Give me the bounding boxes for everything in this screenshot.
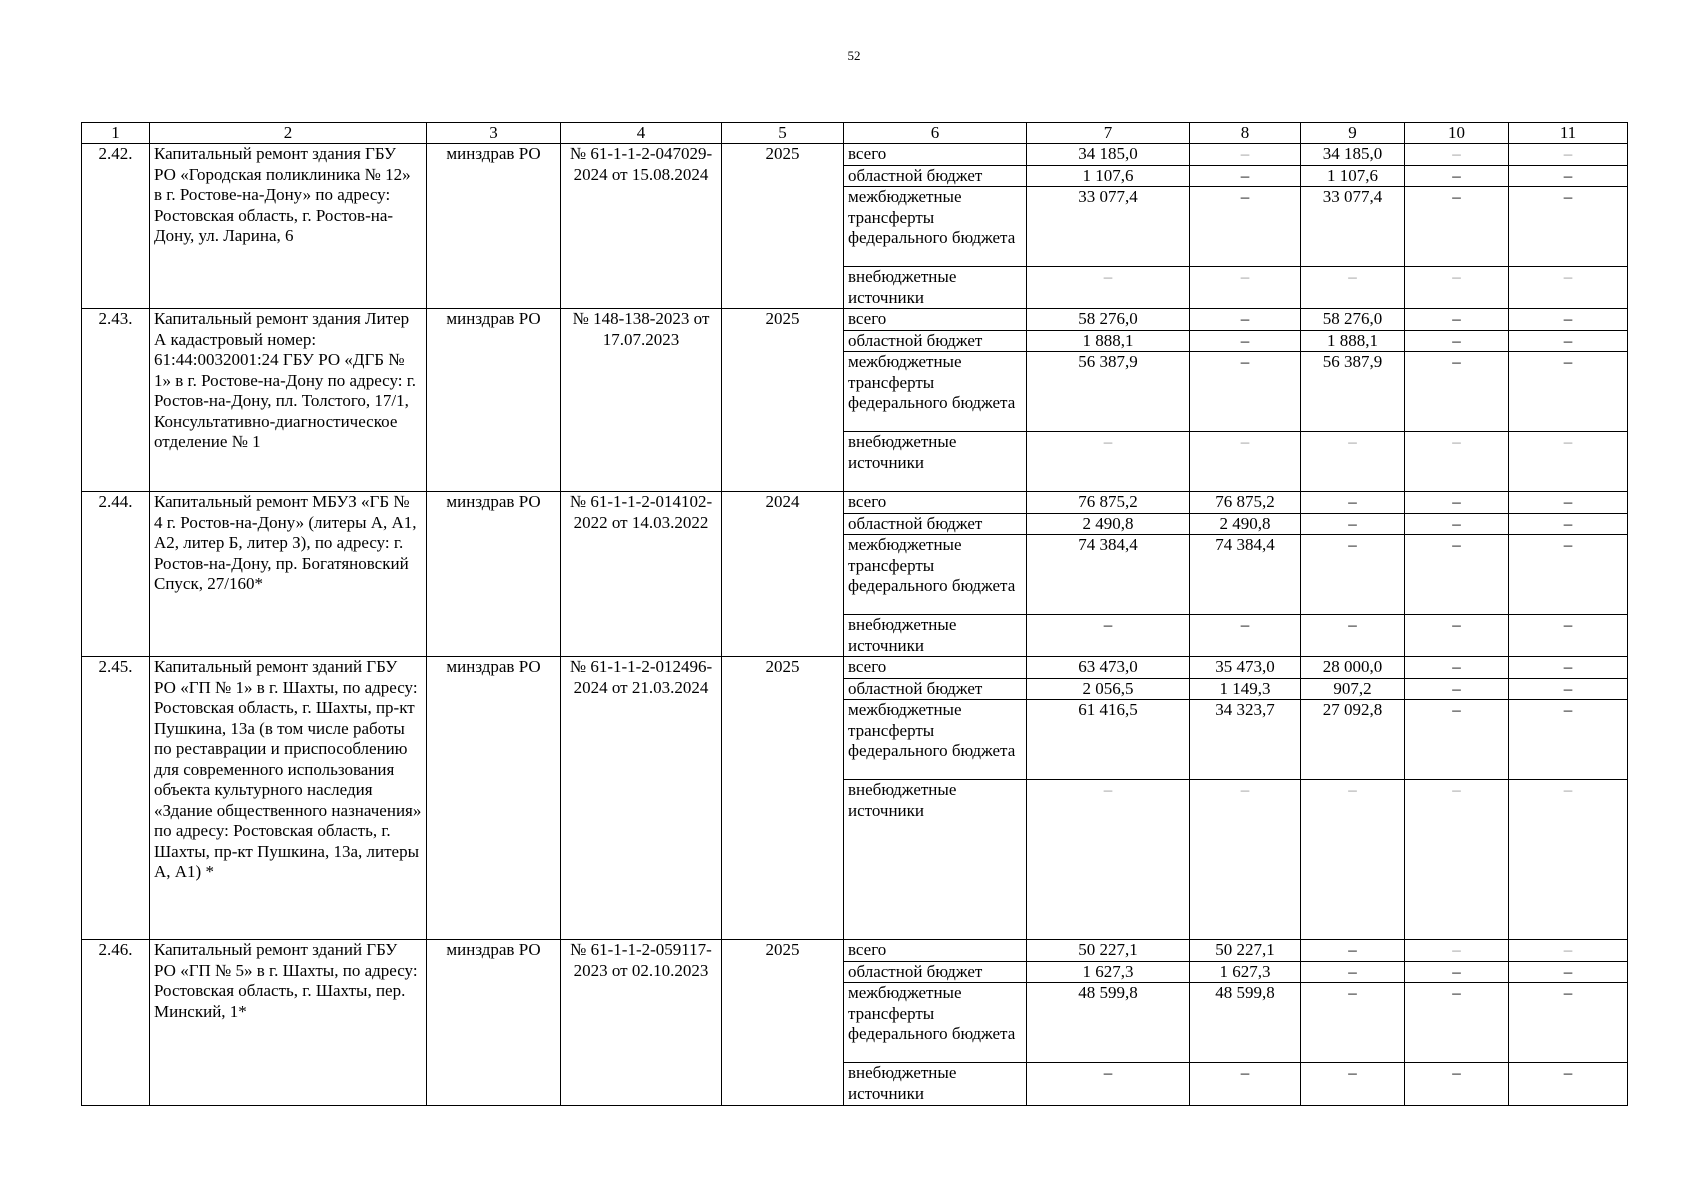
- amount-cell: –: [1509, 513, 1628, 535]
- funding-source: межбюджетные трансферты федерального бюджета: [844, 352, 1027, 432]
- row-number: 2.44.: [82, 492, 150, 657]
- amount-cell: –: [1301, 780, 1405, 940]
- header-cell: 7: [1027, 123, 1190, 144]
- amount-cell: –: [1190, 165, 1301, 187]
- funding-source: областной бюджет: [844, 165, 1027, 187]
- year: 2025: [722, 144, 844, 309]
- amount-cell: 63 473,0: [1027, 657, 1190, 679]
- amount-cell: –: [1405, 961, 1509, 983]
- document-number: № 61-1-1-2-059117-2023 от 02.10.2023: [561, 940, 722, 1106]
- table-row: [82, 940, 1628, 962]
- document-number: № 61-1-1-2-047029-2024 от 15.08.2024: [561, 144, 722, 309]
- organization: минздрав РО: [427, 144, 561, 309]
- header-row: [82, 123, 1628, 144]
- amount-cell: –: [1405, 352, 1509, 432]
- amount-cell: –: [1027, 615, 1190, 657]
- amount-cell: –: [1027, 432, 1190, 492]
- funding-source: внебюджетные источники: [844, 615, 1027, 657]
- object-description: Капитальный ремонт МБУЗ «ГБ № 4 г. Ростов-на-Дону» (литеры А, А1, А2, литер Б, литер З), по адресу: г. Ростов-на-Дону, пр. Богатяновский Спуск, 27/160*: [150, 492, 427, 657]
- amount-cell: –: [1027, 267, 1190, 309]
- funding-source: областной бюджет: [844, 330, 1027, 352]
- amount-cell: –: [1509, 961, 1628, 983]
- funding-source: всего: [844, 309, 1027, 331]
- funding-source: межбюджетные трансферты федерального бюджета: [844, 187, 1027, 267]
- funding-source: внебюджетные источники: [844, 267, 1027, 309]
- amount-cell: –: [1190, 187, 1301, 267]
- document-number: № 61-1-1-2-012496-2024 от 21.03.2024: [561, 657, 722, 940]
- funding-source: всего: [844, 492, 1027, 514]
- amount-cell: –: [1405, 309, 1509, 331]
- amount-cell: 1 107,6: [1301, 165, 1405, 187]
- amount-cell: –: [1301, 983, 1405, 1063]
- object-description: Капитальный ремонт здания Литер А кадастровый номер: 61:44:0032001:24 ГБУ РО «ДГБ № 1» в г. Ростове-на-Дону по адресу: г. Ростов-на-Дону, пл. Толстого, 17/1, Консультативно-диагностическое отделение № 1: [150, 309, 427, 492]
- amount-cell: –: [1509, 1063, 1628, 1106]
- amount-cell: –: [1301, 267, 1405, 309]
- amount-cell: –: [1509, 780, 1628, 940]
- document-number: № 148-138-2023 от 17.07.2023: [561, 309, 722, 492]
- amount-cell: –: [1509, 309, 1628, 331]
- organization: минздрав РО: [427, 309, 561, 492]
- amount-cell: 50 227,1: [1027, 940, 1190, 962]
- organization: минздрав РО: [427, 657, 561, 940]
- amount-cell: 58 276,0: [1027, 309, 1190, 331]
- amount-cell: –: [1405, 657, 1509, 679]
- amount-cell: –: [1190, 267, 1301, 309]
- amount-cell: 1 149,3: [1190, 678, 1301, 700]
- amount-cell: 27 092,8: [1301, 700, 1405, 780]
- amount-cell: –: [1405, 940, 1509, 962]
- amount-cell: –: [1509, 983, 1628, 1063]
- amount-cell: 34 323,7: [1190, 700, 1301, 780]
- row-number: 2.43.: [82, 309, 150, 492]
- funding-source: внебюджетные источники: [844, 780, 1027, 940]
- amount-cell: –: [1509, 330, 1628, 352]
- amount-cell: –: [1405, 513, 1509, 535]
- organization: минздрав РО: [427, 940, 561, 1106]
- amount-cell: 1 107,6: [1027, 165, 1190, 187]
- funding-source: межбюджетные трансферты федерального бюджета: [844, 535, 1027, 615]
- funding-source: областной бюджет: [844, 513, 1027, 535]
- amount-cell: 1 627,3: [1190, 961, 1301, 983]
- amount-cell: –: [1301, 615, 1405, 657]
- funding-source: областной бюджет: [844, 961, 1027, 983]
- amount-cell: 1 627,3: [1027, 961, 1190, 983]
- amount-cell: –: [1190, 1063, 1301, 1106]
- amount-cell: 74 384,4: [1027, 535, 1190, 615]
- funding-source: внебюджетные источники: [844, 1063, 1027, 1106]
- amount-cell: –: [1301, 492, 1405, 514]
- amount-cell: 2 056,5: [1027, 678, 1190, 700]
- header-cell: 8: [1190, 123, 1301, 144]
- amount-cell: 56 387,9: [1301, 352, 1405, 432]
- amount-cell: –: [1405, 678, 1509, 700]
- amount-cell: –: [1301, 535, 1405, 615]
- amount-cell: 2 490,8: [1190, 513, 1301, 535]
- amount-cell: –: [1027, 780, 1190, 940]
- funding-source: внебюджетные источники: [844, 432, 1027, 492]
- amount-cell: –: [1190, 780, 1301, 940]
- table-row: [82, 309, 1628, 331]
- amount-cell: –: [1405, 492, 1509, 514]
- year: 2024: [722, 492, 844, 657]
- table-row: [82, 492, 1628, 514]
- table-row: [82, 144, 1628, 166]
- amount-cell: 28 000,0: [1301, 657, 1405, 679]
- amount-cell: –: [1509, 267, 1628, 309]
- header-cell: 4: [561, 123, 722, 144]
- amount-cell: –: [1190, 309, 1301, 331]
- year: 2025: [722, 940, 844, 1106]
- amount-cell: –: [1509, 432, 1628, 492]
- amount-cell: 33 077,4: [1027, 187, 1190, 267]
- amount-cell: 48 599,8: [1027, 983, 1190, 1063]
- amount-cell: –: [1405, 780, 1509, 940]
- amount-cell: –: [1301, 940, 1405, 962]
- amount-cell: 34 185,0: [1027, 144, 1190, 166]
- amount-cell: 58 276,0: [1301, 309, 1405, 331]
- header-cell: 2: [150, 123, 427, 144]
- table-row: [82, 657, 1628, 679]
- amount-cell: –: [1190, 330, 1301, 352]
- amount-cell: 56 387,9: [1027, 352, 1190, 432]
- object-description: Капитальный ремонт зданий ГБУ РО «ГП № 5» в г. Шахты, по адресу: Ростовская область, г. Шахты, пер. Минский, 1*: [150, 940, 427, 1106]
- amount-cell: –: [1405, 267, 1509, 309]
- amount-cell: 907,2: [1301, 678, 1405, 700]
- amount-cell: –: [1509, 700, 1628, 780]
- amount-cell: 61 416,5: [1027, 700, 1190, 780]
- row-number: 2.42.: [82, 144, 150, 309]
- amount-cell: 74 384,4: [1190, 535, 1301, 615]
- amount-cell: –: [1509, 165, 1628, 187]
- amount-cell: –: [1405, 1063, 1509, 1106]
- amount-cell: 1 888,1: [1027, 330, 1190, 352]
- organization: минздрав РО: [427, 492, 561, 657]
- amount-cell: –: [1190, 615, 1301, 657]
- row-number: 2.45.: [82, 657, 150, 940]
- header-cell: 11: [1509, 123, 1628, 144]
- header-cell: 9: [1301, 123, 1405, 144]
- amount-cell: –: [1405, 144, 1509, 166]
- funding-source: межбюджетные трансферты федерального бюджета: [844, 983, 1027, 1063]
- amount-cell: 76 875,2: [1027, 492, 1190, 514]
- amount-cell: 2 490,8: [1027, 513, 1190, 535]
- amount-cell: 33 077,4: [1301, 187, 1405, 267]
- amount-cell: –: [1405, 330, 1509, 352]
- amount-cell: –: [1301, 961, 1405, 983]
- funding-source: всего: [844, 657, 1027, 679]
- amount-cell: 50 227,1: [1190, 940, 1301, 962]
- amount-cell: –: [1405, 700, 1509, 780]
- amount-cell: –: [1509, 535, 1628, 615]
- funding-source: областной бюджет: [844, 678, 1027, 700]
- header-cell: 6: [844, 123, 1027, 144]
- amount-cell: 35 473,0: [1190, 657, 1301, 679]
- header-cell: 1: [82, 123, 150, 144]
- page-number: 52: [847, 48, 861, 63]
- amount-cell: –: [1509, 615, 1628, 657]
- amount-cell: –: [1509, 678, 1628, 700]
- amount-cell: –: [1027, 1063, 1190, 1106]
- header-cell: 3: [427, 123, 561, 144]
- amount-cell: –: [1405, 187, 1509, 267]
- amount-cell: –: [1190, 352, 1301, 432]
- amount-cell: 1 888,1: [1301, 330, 1405, 352]
- object-description: Капитальный ремонт зданий ГБУ РО «ГП № 1» в г. Шахты, по адресу: Ростовская область, г. Шахты, пр-кт Пушкина, 13а (в том числе работы по реставрации и приспособлению для современного использования объекта культурного наследия «Здание общественного назначения» по адресу: Ростовская область, г. Шахты, пр-кт Пушкина, 13а, литеры А, А1) *: [150, 657, 427, 940]
- amount-cell: –: [1509, 352, 1628, 432]
- amount-cell: –: [1509, 144, 1628, 166]
- header-cell: 5: [722, 123, 844, 144]
- funding-source: всего: [844, 144, 1027, 166]
- year: 2025: [722, 657, 844, 940]
- amount-cell: –: [1301, 432, 1405, 492]
- document-number: № 61-1-1-2-014102-2022 от 14.03.2022: [561, 492, 722, 657]
- amount-cell: –: [1509, 940, 1628, 962]
- amount-cell: 34 185,0: [1301, 144, 1405, 166]
- amount-cell: –: [1509, 492, 1628, 514]
- amount-cell: –: [1405, 432, 1509, 492]
- amount-cell: –: [1190, 432, 1301, 492]
- header-cell: 10: [1405, 123, 1509, 144]
- amount-cell: –: [1405, 165, 1509, 187]
- amount-cell: –: [1301, 1063, 1405, 1106]
- row-number: 2.46.: [82, 940, 150, 1106]
- year: 2025: [722, 309, 844, 492]
- amount-cell: –: [1509, 657, 1628, 679]
- amount-cell: 48 599,8: [1190, 983, 1301, 1063]
- funding-source: всего: [844, 940, 1027, 962]
- amount-cell: –: [1405, 615, 1509, 657]
- budget-table: [81, 122, 1628, 1106]
- amount-cell: –: [1405, 983, 1509, 1063]
- amount-cell: –: [1190, 144, 1301, 166]
- amount-cell: –: [1509, 187, 1628, 267]
- object-description: Капитальный ремонт здания ГБУ РО «Городская поликлиника № 12» в г. Ростове-на-Дону» по адресу: Ростовская область, г. Ростов-на-Дону, ул. Ларина, 6: [150, 144, 427, 309]
- amount-cell: –: [1301, 513, 1405, 535]
- funding-source: межбюджетные трансферты федерального бюджета: [844, 700, 1027, 780]
- amount-cell: 76 875,2: [1190, 492, 1301, 514]
- amount-cell: –: [1405, 535, 1509, 615]
